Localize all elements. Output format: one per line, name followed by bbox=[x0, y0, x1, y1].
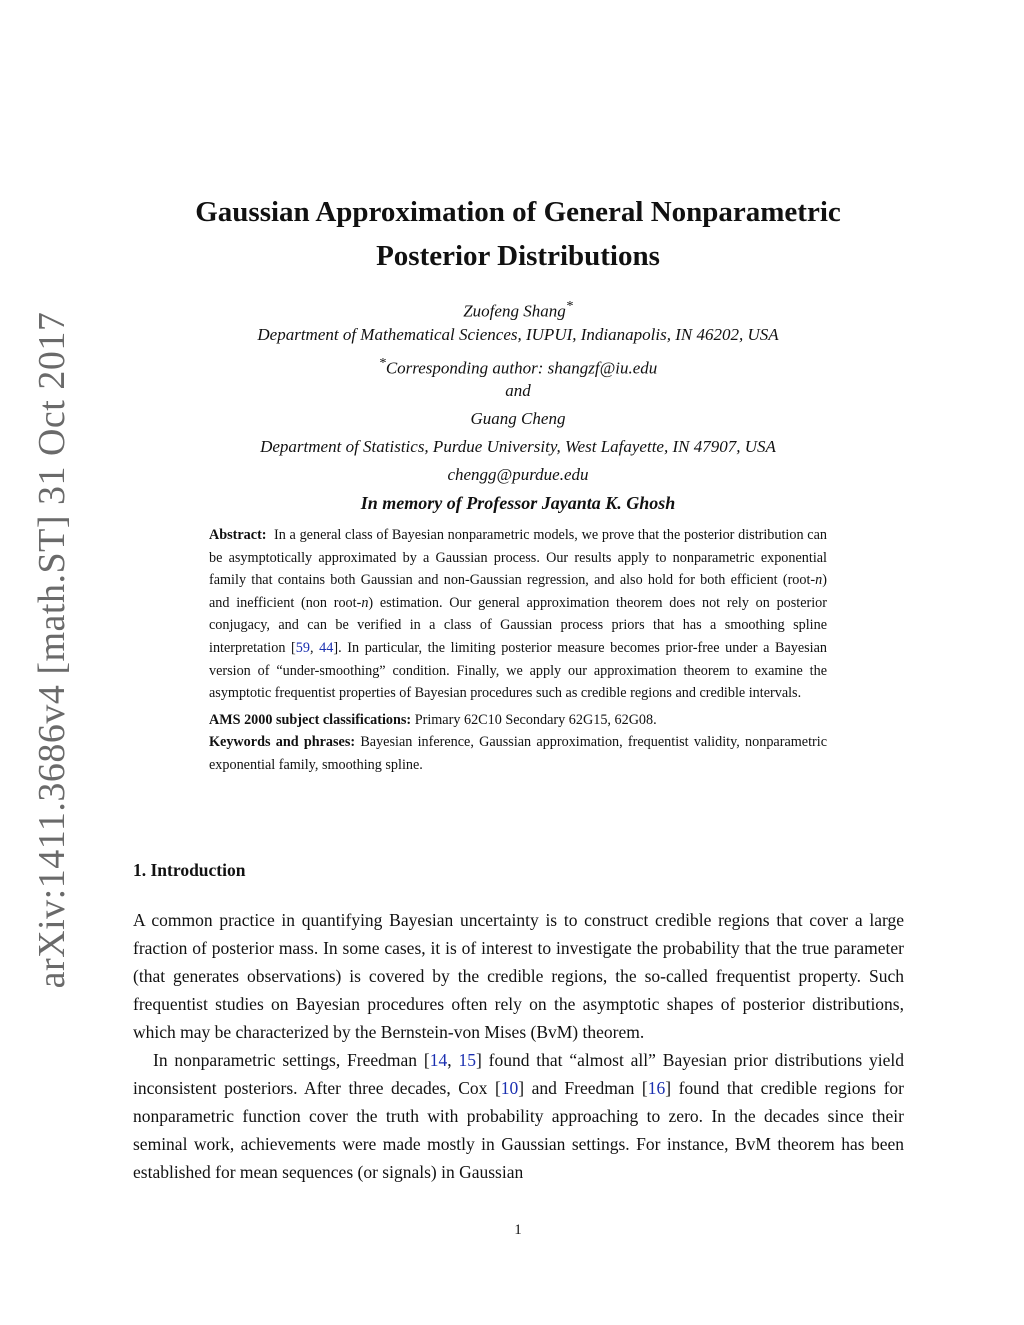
citation-14[interactable]: 14 bbox=[429, 1050, 448, 1070]
affiliation-2: Department of Statistics, Purdue University, West Lafayette, IN 47907, USA bbox=[260, 437, 776, 456]
and-separator: and bbox=[505, 381, 531, 400]
author-2: Guang Cheng bbox=[470, 409, 566, 428]
abstract-n-2: n bbox=[361, 594, 369, 611]
introduction-body bbox=[133, 906, 904, 1186]
author-1-name: Zuofeng Shang bbox=[463, 301, 566, 321]
para2-text-3: ] and Freedman [ bbox=[518, 1078, 648, 1098]
abstract bbox=[209, 524, 827, 705]
author-1-mark: * bbox=[565, 298, 573, 314]
citation-59[interactable]: 59 bbox=[295, 639, 310, 656]
abstract-text-1: In a general class of Bayesian nonparametric models, we prove that the posterior distribution can be asymptotically approximated by a Gaussian process. Our results apply to nonparametric exponential family that contains both Gaussian and non-Gaussian regression, and also hold for both efficient (root- bbox=[209, 527, 827, 589]
keywords-text: Bayesian inference, Gaussian approximation, frequentist validity, nonparametric exponential family, smoothing spline. bbox=[209, 734, 827, 773]
author-1 bbox=[133, 295, 903, 323]
paper-title bbox=[133, 190, 903, 278]
abstract-block bbox=[209, 524, 827, 777]
abstract-text-2: ) and inefficient (non root- bbox=[209, 572, 827, 611]
paragraph-2 bbox=[133, 1046, 904, 1186]
citation-44[interactable]: 44 bbox=[319, 639, 334, 656]
citation-16[interactable]: 16 bbox=[647, 1078, 666, 1098]
title-line-2: Posterior Distributions bbox=[376, 240, 660, 272]
abstract-n-1: n bbox=[815, 572, 823, 589]
abstract-text-4: ]. In particular, the limiting posterior measure becomes prior-free under a Bayesian version of “under-smoothing” condition. Finally, we apply our approximation theorem to examine the asymptotic frequentist properties of Bayesian procedures such as credible regions and credible intervals. bbox=[209, 639, 828, 702]
ams-classification bbox=[209, 709, 827, 732]
corresponding-mark: * bbox=[378, 355, 386, 371]
memorial-dedication: In memory of Professor Jayanta K. Ghosh bbox=[360, 493, 676, 513]
abstract-sep: , bbox=[309, 639, 320, 656]
section-title-introduction: 1. Introduction bbox=[133, 860, 246, 880]
keywords-label: Keywords and phrases: bbox=[209, 734, 356, 751]
keywords bbox=[209, 731, 827, 776]
author-2-email: chengg@purdue.edu bbox=[447, 465, 589, 484]
para2-text-4: ] found that credible regions for nonparametric function cover the truth with probability approaching to zero. In the decades since their seminal work, achievements were made mostly in Gaussian settings. For instance, BvM theorem has been established for mean sequences (or signals) in Gaussian bbox=[133, 1078, 904, 1182]
citation-10[interactable]: 10 bbox=[500, 1078, 519, 1098]
abstract-label: Abstract: bbox=[209, 527, 267, 543]
ams-label: AMS 2000 subject classifications: bbox=[209, 711, 412, 728]
abstract-text-3: ) estimation. Our general approximation theorem does not rely on posterior conjugacy, and can be verified in a class of Gaussian process priors that has a smoothing spline interpretation [ bbox=[209, 594, 828, 656]
citation-15[interactable]: 15 bbox=[458, 1050, 476, 1070]
title-line-1: Gaussian Approximation of General Nonparametric bbox=[195, 196, 841, 228]
arxiv-identifier: arXiv:1411.3686v4 [math.ST] 31 Oct 2017 bbox=[31, 311, 73, 989]
para2-text-1: In nonparametric settings, Freedman [ bbox=[153, 1050, 430, 1070]
paragraph-1: A common practice in quantifying Bayesian uncertainty is to construct credible regions that cover a large fraction of posterior mass. In some cases, it is of interest to investigate the probability that the true parameter (that generates observations) is covered by the credible regions, the so-called frequentist property. Such frequentist studies on Bayesian procedures often rely on the asymptotic shapes of posterior distributions, which may be characterized by the Bernstein-von Mises (BvM) theorem. bbox=[133, 910, 904, 1042]
page-number: 1 bbox=[514, 1222, 522, 1238]
para2-sep: , bbox=[447, 1050, 459, 1070]
corresponding-text: Corresponding author: shangzf@iu.edu bbox=[385, 358, 658, 378]
para2-text-2: ] found that “almost all” Bayesian prior distributions yield inconsistent posteriors. After three decades, Cox [ bbox=[133, 1050, 904, 1098]
affiliation-1: Department of Mathematical Sciences, IUPUI, Indianapolis, IN 46202, USA bbox=[257, 325, 779, 344]
corresponding-author bbox=[133, 352, 903, 380]
ams-text: Primary 62C10 Secondary 62G15, 62G08. bbox=[414, 711, 657, 728]
